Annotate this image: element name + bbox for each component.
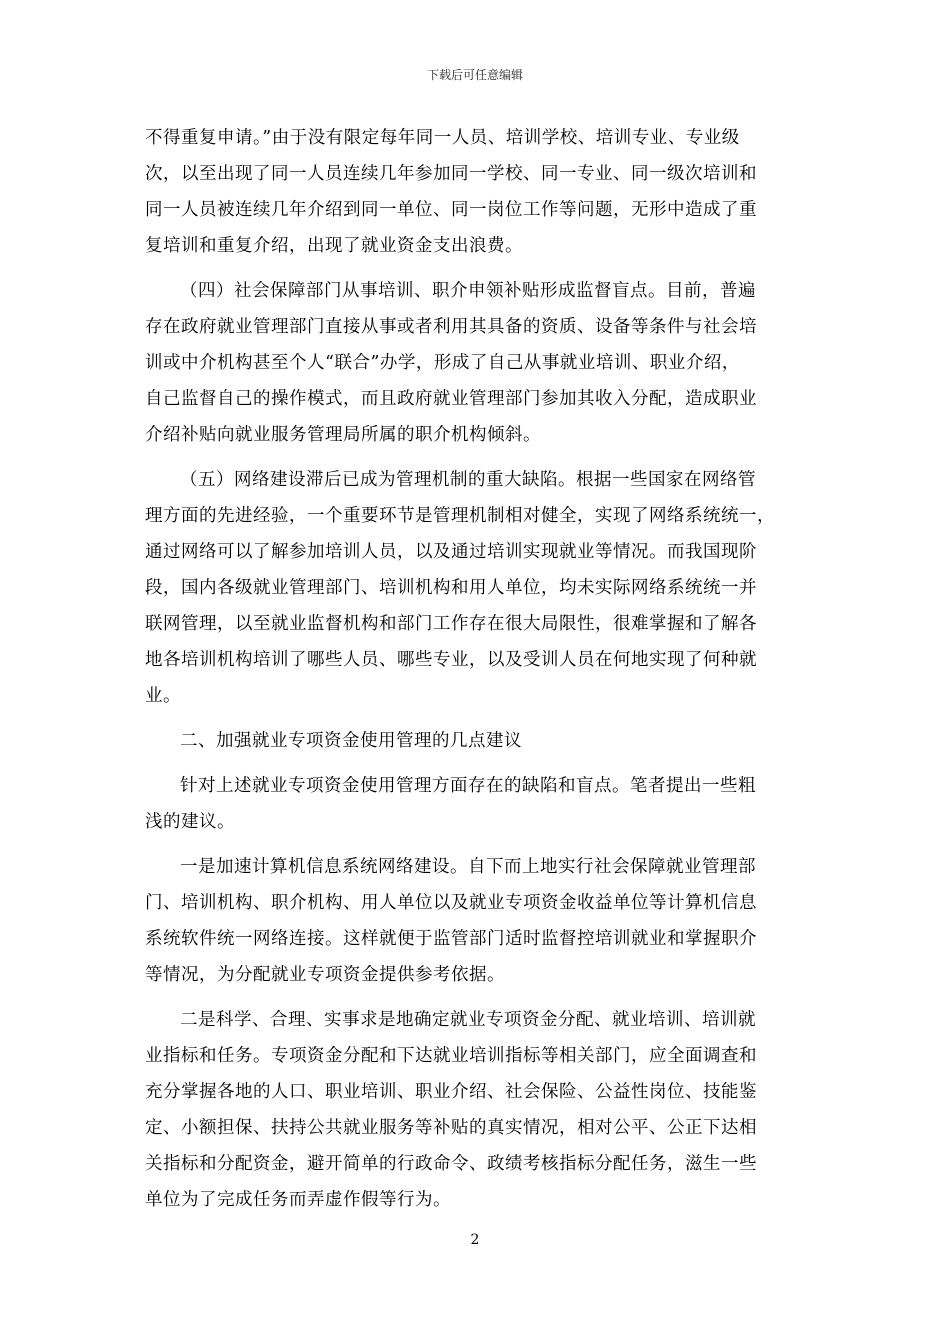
text-line: 二是科学、合理、实事求是地确定就业专项资金分配、就业培训、培训就 xyxy=(180,1010,756,1030)
text-line: 单位为了完成任务而弄虚作假等行为。 xyxy=(145,1190,451,1210)
text-line: 复培训和重复介绍，出现了就业资金支出浪费。 xyxy=(145,236,523,256)
document-body xyxy=(145,120,815,1218)
text-line: 针对上述就业专项资金使用管理方面存在的缺陷和盲点。笔者提出一些粗 xyxy=(180,776,756,796)
paragraph xyxy=(145,849,815,993)
text-line: 门、培训机构、职介机构、用人单位以及就业专项资金收益单位等计算机信息 xyxy=(145,893,757,913)
text-line: 存在政府就业管理部门直接从事或者利用其具备的资质、设备等条件与社会培 xyxy=(145,317,757,337)
text-line: 次，以至出现了同一人员连续几年参加同一学校、同一专业、同一级次培训和 xyxy=(145,164,757,184)
paragraph xyxy=(145,768,815,840)
text-line: 业。 xyxy=(145,686,181,706)
text-line: 一是加速计算机信息系统网络建设。自下而上地实行社会保障就业管理部 xyxy=(180,857,756,877)
paragraph xyxy=(145,723,815,759)
text-line: 浅的建议。 xyxy=(145,812,235,832)
text-line: （四）社会保障部门从事培训、职介申领补贴形成监督盲点。目前，普遍 xyxy=(180,281,756,301)
paragraph xyxy=(145,273,815,453)
text-line: 介绍补贴向就业服务管理局所属的职介机构倾斜。 xyxy=(145,425,541,445)
text-line: 不得重复申请。”由于没有限定每年同一人员、培训学校、培训专业、专业级 xyxy=(145,128,740,148)
text-line: 等情况，为分配就业专项资金提供参考依据。 xyxy=(145,965,505,985)
text-line: （五）网络建设滞后已成为管理机制的重大缺陷。根据一些国家在网络管 xyxy=(180,470,756,490)
text-line: 业指标和任务。专项资金分配和下达就业培训指标等相关部门，应全面调查和 xyxy=(145,1046,757,1066)
text-line: 充分掌握各地的人口、职业培训、职业介绍、社会保险、公益性岗位、技能鉴 xyxy=(145,1082,757,1102)
page-header: 下载后可任意编辑 xyxy=(426,68,523,82)
text-line: 训或中介机构甚至个人“联合”办学，形成了自己从事就业培训、职业介绍， xyxy=(145,353,740,373)
text-line: 段，国内各级就业管理部门、培训机构和用人单位，均未实际网络系统统一并 xyxy=(145,578,757,598)
text-line: 通过网络可以了解参加培训人员，以及通过培训实现就业等情况。而我国现阶 xyxy=(145,542,757,562)
text-line: 联网管理，以至就业监督机构和部门工作存在很大局限性，很难掌握和了解各 xyxy=(145,614,757,634)
paragraph xyxy=(145,1002,815,1218)
text-line: 地各培训机构培训了哪些人员、哪些专业，以及受训人员在何地实现了何种就 xyxy=(145,650,757,670)
text-line: 关指标和分配资金，避开简单的行政命令、政绩考核指标分配任务，滋生一些 xyxy=(145,1154,757,1174)
text-line: 系统软件统一网络连接。这样就便于监管部门适时监督控培训就业和掌握职介 xyxy=(145,929,757,949)
text-line: 二、加强就业专项资金使用管理的几点建议 xyxy=(180,731,522,751)
text-line: 同一人员被连续几年介绍到同一单位、同一岗位工作等问题，无形中造成了重 xyxy=(145,200,757,220)
text-line: 定、小额担保、扶持公共就业服务等补贴的真实情况，相对公平、公正下达相 xyxy=(145,1118,757,1138)
text-line: 理方面的先进经验，一个重要环节是管理机制相对健全，实现了网络系统统一， xyxy=(145,506,775,526)
paragraph xyxy=(145,462,815,714)
paragraph xyxy=(145,120,815,264)
page-number: 2 xyxy=(470,1232,480,1248)
text-line: 自己监督自己的操作模式，而且政府就业管理部门参加其收入分配，造成职业 xyxy=(145,389,757,409)
